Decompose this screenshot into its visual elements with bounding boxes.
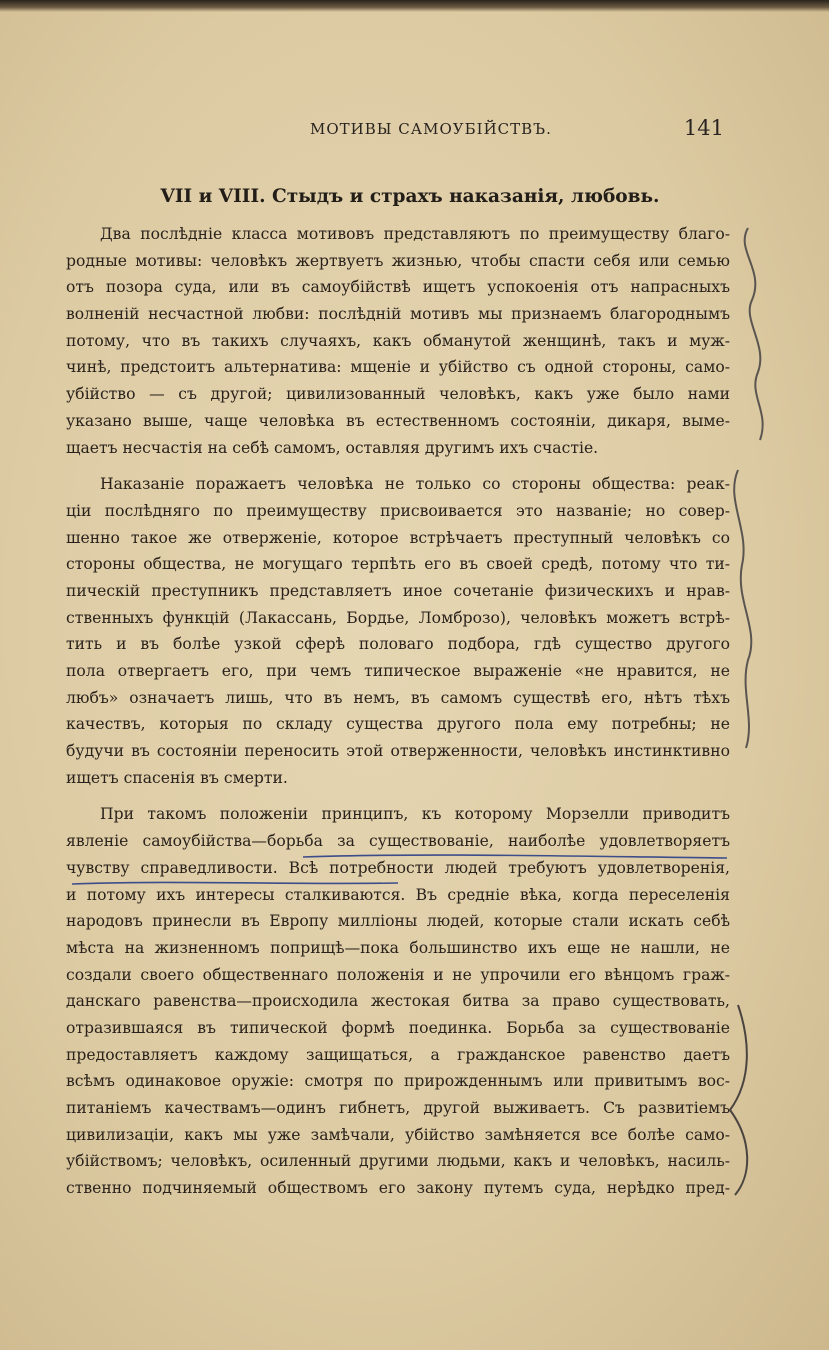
text-line: всѣмъ одинаковое оружіе: смотря по прирожденнымъ или привитымъ вос- — [66, 1072, 730, 1091]
body-text — [66, 221, 730, 1212]
text-line: любъ» означаетъ лишь, что въ немъ, въ самомъ существѣ его, нѣтъ тѣхъ — [66, 688, 730, 707]
text-line: При такомъ положеніи принципъ, къ которому Морзелли приводитъ — [100, 805, 730, 824]
text-line: шенно такое же отверженіе, которое встрѣчаетъ преступный человѣкъ со — [66, 528, 730, 547]
text-line: цивилизаціи, какъ мы уже замѣчали, убійство замѣняется все болѣе само- — [66, 1125, 730, 1144]
paragraph — [66, 801, 730, 1201]
text-line: ственно подчиняемый обществомъ его закону путемъ суда, нерѣдко пред- — [66, 1179, 730, 1198]
paragraph — [66, 471, 730, 791]
text-line: будучи въ состояніи переносить этой отверженности, человѣкъ инстинктивно — [66, 742, 730, 761]
text-line: Два послѣдніе класса мотивовъ представляютъ по преимуществу благо- — [100, 225, 730, 243]
text-line: щаетъ несчастія на себѣ самомъ, оставляя другимъ ихъ счастіе. — [66, 438, 599, 457]
text-line: и потому ихъ интересы сталкиваются. Въ средніе вѣка, когда переселенія — [66, 885, 730, 904]
text-line: отразившаяся въ типической формѣ поединка. Борьба за существованіе — [66, 1018, 730, 1037]
text-line: предоставляетъ каждому защищаться, а гражданское равенство даетъ — [66, 1045, 730, 1064]
text-line: ственныхъ функцій (Лакассань, Бордье, Ломброзо), человѣкъ можетъ встрѣ- — [66, 608, 730, 627]
text-line: убійствомъ; человѣкъ, осиленный другими людьми, какъ и человѣкъ, насиль- — [66, 1152, 730, 1171]
text-line: потому, что въ такихъ случаяхъ, какъ обманутой женщинѣ, такъ и муж- — [66, 331, 730, 350]
text-line: стороны общества, не могущаго терпѣть его въ своей средѣ, потому что ти- — [66, 555, 730, 574]
text-line: чувству справедливости. Всѣ потребности людей требуютъ удовлетворенія, — [66, 858, 730, 877]
text-line: явленіе самоубійства—борьба за существованіе, наиболѣе удовлетворяетъ — [66, 832, 730, 851]
pencil-bracket — [730, 1005, 747, 1195]
running-head: МОТИВЫ САМОУБІЙСТВЪ. — [310, 120, 552, 138]
text-line: отъ позора суда, или въ самоубійствѣ ищетъ успокоенія отъ напрасныхъ — [66, 278, 730, 297]
pencil-bracket — [734, 470, 751, 748]
text-line: пическій преступникъ представляетъ иное сочетаніе физическихъ и нрав- — [66, 581, 730, 600]
paragraph — [66, 221, 730, 461]
text-line: ціи послѣдняго по преимуществу присвоивается это названіе; но совер- — [66, 501, 730, 520]
text-line: данскаго равенства—происходила жестокая битва за право существовать, — [66, 992, 730, 1011]
chapter-title: VII и VIII. Стыдъ и страхъ наказанія, любовь. — [160, 186, 660, 207]
text-line: ищетъ спасенія въ смерти. — [66, 768, 288, 787]
text-line: Наказаніе поражаетъ человѣка не только со стороны общества: реак- — [100, 475, 730, 494]
text-line: питаніемъ качествамъ—одинъ гибнетъ, другой выживаетъ. Съ развитіемъ — [66, 1099, 730, 1117]
text-line: народовъ принесли въ Европу милліоны людей, которые стали искать себѣ — [66, 912, 730, 931]
text-line: пола отвергаетъ его, при чемъ типическое выраженіе «не нравится, не — [66, 662, 730, 680]
text-line: родные мотивы: человѣкъ жертвуетъ жизнью, чтобы спасти себя или семью — [66, 251, 730, 270]
text-line: чинѣ, предстоитъ альтернатива: мщеніе и убійство съ одной стороны, само- — [66, 358, 730, 377]
text-line: тить и въ болѣе узкой сферѣ половаго подбора, гдѣ существо другого — [66, 635, 730, 654]
page-header — [96, 116, 724, 146]
page-number: 141 — [683, 116, 724, 140]
text-line: убійство — съ другой; цивилизованный человѣкъ, какъ уже было нами — [66, 385, 730, 404]
text-line: мѣста на жизненномъ поприщѣ—пока большинство ихъ еще не нашли, не — [66, 938, 730, 957]
text-line: создали своего общественнаго положенія и не упрочили его вѣнцомъ граж- — [66, 965, 730, 984]
text-line: волненій несчастной любви: послѣдній мотивъ мы признаемъ благороднымъ — [66, 305, 730, 324]
page-top-edge — [0, 0, 829, 12]
text-line: качествъ, которыя по складу существа другого пола ему потребны; не — [66, 715, 730, 734]
text-line: указано выше, чаще человѣка въ естественномъ состояніи, дикаря, выме- — [66, 411, 730, 430]
pencil-bracket — [745, 228, 763, 440]
